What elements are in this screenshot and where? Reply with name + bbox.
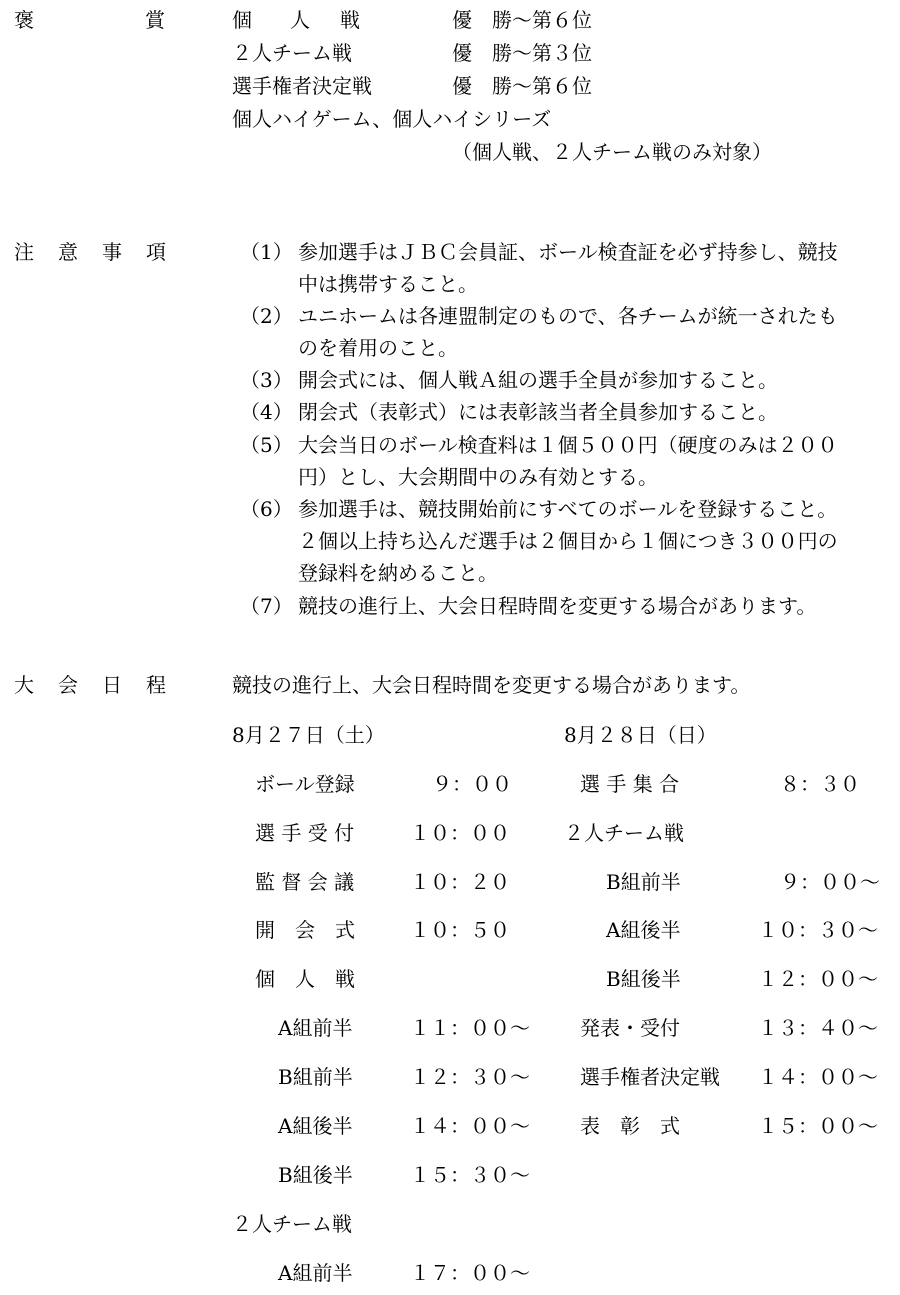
schedule-item-time: ８：３０ — [780, 772, 860, 796]
schedule-item-time: １０：３０～ — [758, 918, 878, 942]
note-line: 参加選手はＪＢＣ会員証、ボール検査証を必ず持参し、競技 — [298, 240, 838, 264]
award-range: 優 勝～第６位 — [452, 8, 592, 32]
note-line: ２個以上持ち込んだ選手は２個目から１個につき３００円の — [298, 529, 838, 553]
schedule-item-name: A組後半 — [278, 1114, 353, 1138]
award-name: 戦 — [340, 8, 360, 32]
note-number: （6） — [240, 497, 293, 521]
schedule-item-time: １２：００～ — [758, 967, 878, 991]
award-extra-note: （個人戦、２人チーム戦のみ対象） — [452, 140, 772, 164]
schedule-item-name: 表 彰 式 — [580, 1114, 680, 1138]
schedule-item-name: A組後半 — [606, 918, 681, 942]
note-number: （3） — [240, 368, 293, 392]
schedule-item-name: A組前半 — [278, 1261, 353, 1285]
schedule-item-name: B組前半 — [606, 870, 681, 894]
schedule-item-time: １１：００～ — [410, 1016, 530, 1040]
note-line: 円）とし、大会期間中のみ有効とする。 — [298, 465, 658, 489]
note-line: のを着用のこと。 — [298, 336, 458, 360]
schedule-item-time: １５：００～ — [758, 1114, 878, 1138]
note-line: 閉会式（表彰式）には表彰該当者全員参加すること。 — [298, 400, 778, 424]
schedule-label-char: 日 — [102, 673, 122, 697]
note-line: 競技の進行上、大会日程時間を変更する場合があります。 — [298, 594, 817, 618]
note-line: 中は携帯すること。 — [298, 272, 478, 296]
note-line: 登録料を納めること。 — [298, 561, 498, 585]
day1-team-heading: ２人チーム戦 — [232, 1212, 352, 1236]
schedule-item-time: １２：３０～ — [410, 1065, 530, 1089]
schedule-item-time: １０：２０ — [410, 870, 510, 894]
awards-label-char: 賞 — [145, 8, 165, 32]
day2-date: 8月２８日（日） — [564, 723, 717, 747]
schedule-item-name: 開 会 式 — [255, 918, 355, 942]
schedule-label-char: 大 — [14, 673, 34, 697]
award-name: 個 — [232, 8, 252, 32]
schedule-item-time: １５：３０～ — [410, 1163, 530, 1187]
schedule-intro: 競技の進行上、大会日程時間を変更する場合があります。 — [232, 673, 751, 697]
notes-label-char: 注 — [14, 240, 34, 264]
schedule-item-name: B組後半 — [278, 1163, 353, 1187]
schedule-item-name: ボール登録 — [255, 772, 355, 796]
schedule-item-time: １０：５０ — [410, 918, 510, 942]
award-range: 優 勝～第６位 — [452, 74, 592, 98]
schedule-item-time: １４：００～ — [410, 1114, 530, 1138]
schedule-item-time: １７：００～ — [410, 1261, 530, 1285]
note-line: 開会式には、個人戦Ａ組の選手全員が参加すること。 — [298, 368, 778, 392]
note-line: 大会当日のボール検査料は１個５００円（硬度のみは２００ — [298, 433, 838, 457]
schedule-item-time: ９：００～ — [780, 870, 880, 894]
schedule-item-name: A組前半 — [278, 1016, 353, 1040]
schedule-item-name: ２人チーム戦 — [564, 821, 684, 845]
schedule-item-name: 発表・受付 — [580, 1016, 680, 1040]
schedule-item-name: B組前半 — [278, 1065, 353, 1089]
note-number: （4） — [240, 400, 293, 424]
note-number: （2） — [240, 304, 293, 328]
note-line: 参加選手は、競技開始前にすべてのボールを登録すること。 — [298, 497, 838, 521]
award-name: ２人チーム戦 — [232, 41, 352, 65]
notes-label-char: 項 — [146, 240, 166, 264]
award-name: 選手権者決定戦 — [232, 74, 372, 98]
schedule-item-time: ９：００ — [432, 772, 512, 796]
award-range: 優 勝～第３位 — [452, 41, 592, 65]
notes-label-char: 意 — [58, 240, 78, 264]
award-extra: 個人ハイゲーム、個人ハイシリーズ — [232, 107, 552, 131]
schedule-item-time: １３：４０～ — [758, 1016, 878, 1040]
note-number: （1） — [240, 240, 293, 264]
schedule-item-name: B組後半 — [606, 967, 681, 991]
award-name: 人 — [290, 8, 310, 32]
schedule-item-time: １０：００ — [410, 821, 510, 845]
awards-label-char: 褒 — [14, 8, 34, 32]
notes-label-char: 事 — [102, 240, 122, 264]
schedule-item-name: 選 手 受 付 — [255, 821, 355, 845]
day1-date: 8月２７日（土） — [232, 723, 385, 747]
schedule-item-name: 個 人 戦 — [255, 967, 355, 991]
schedule-item-name: 選手権者決定戦 — [580, 1065, 720, 1089]
note-number: （5） — [240, 433, 293, 457]
schedule-item-time: １４：００～ — [758, 1065, 878, 1089]
schedule-item-name: 選 手 集 合 — [580, 772, 680, 796]
schedule-item-name: 監 督 会 議 — [255, 870, 355, 894]
note-number: （7） — [240, 594, 293, 618]
schedule-label-char: 会 — [58, 673, 78, 697]
note-line: ユニホームは各連盟制定のもので、各チームが統一されたも — [298, 304, 838, 328]
schedule-label-char: 程 — [146, 673, 166, 697]
